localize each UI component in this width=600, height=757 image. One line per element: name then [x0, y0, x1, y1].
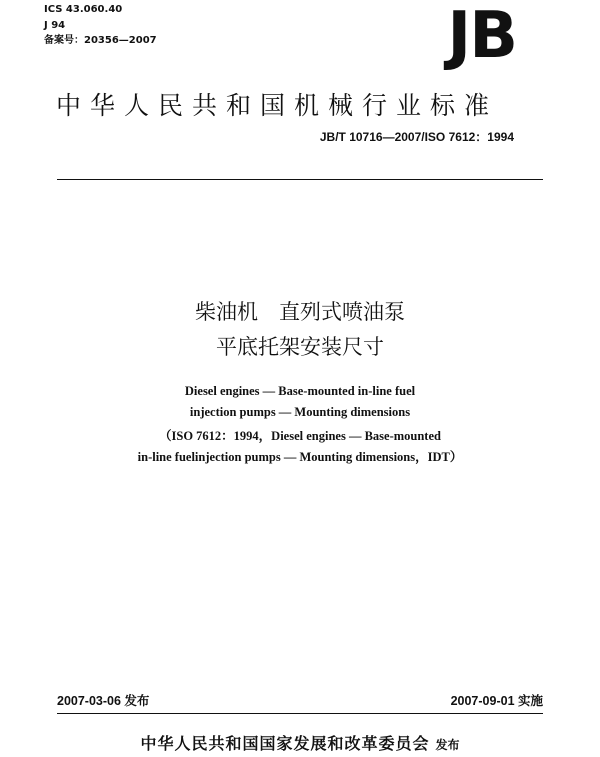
ccs-code: J 94	[44, 20, 66, 31]
chinese-title-line-1: 柴油机 直列式喷油泵	[195, 300, 405, 324]
top-divider	[57, 179, 543, 180]
filing-number: 备案号：20356—2007	[44, 35, 157, 46]
chinese-title-line-2: 平底托架安装尺寸	[216, 335, 384, 359]
publisher-suffix: 发布	[435, 738, 460, 752]
english-title-line-2: injection pumps — Mounting dimensions	[189, 405, 411, 419]
standard-number: JB/T 10716—2007/ISO 7612：1994	[319, 130, 514, 144]
english-title-line-3: （ISO 7612：1994，Diesel engines — Base-mounted	[159, 429, 441, 443]
issue-date: 2007-03-06 发布	[57, 694, 150, 708]
publisher	[0, 731, 600, 754]
jb-logo: JB	[447, 0, 516, 73]
english-title-line-4: in-line fuelinjection pumps — Mounting dimensions，IDT）	[137, 450, 463, 464]
implementation-date: 2007-09-01 实施	[450, 694, 543, 708]
ics-code: ICS 43.060.40	[44, 4, 123, 15]
standard-category-title: 中华人民共和国机械行业标准	[56, 91, 499, 120]
bottom-divider	[57, 713, 543, 714]
english-title-line-1: Diesel engines — Base-mounted in-line fuel	[184, 384, 416, 398]
publisher-name: 中华人民共和国国家发展和改革委员会	[140, 734, 430, 753]
